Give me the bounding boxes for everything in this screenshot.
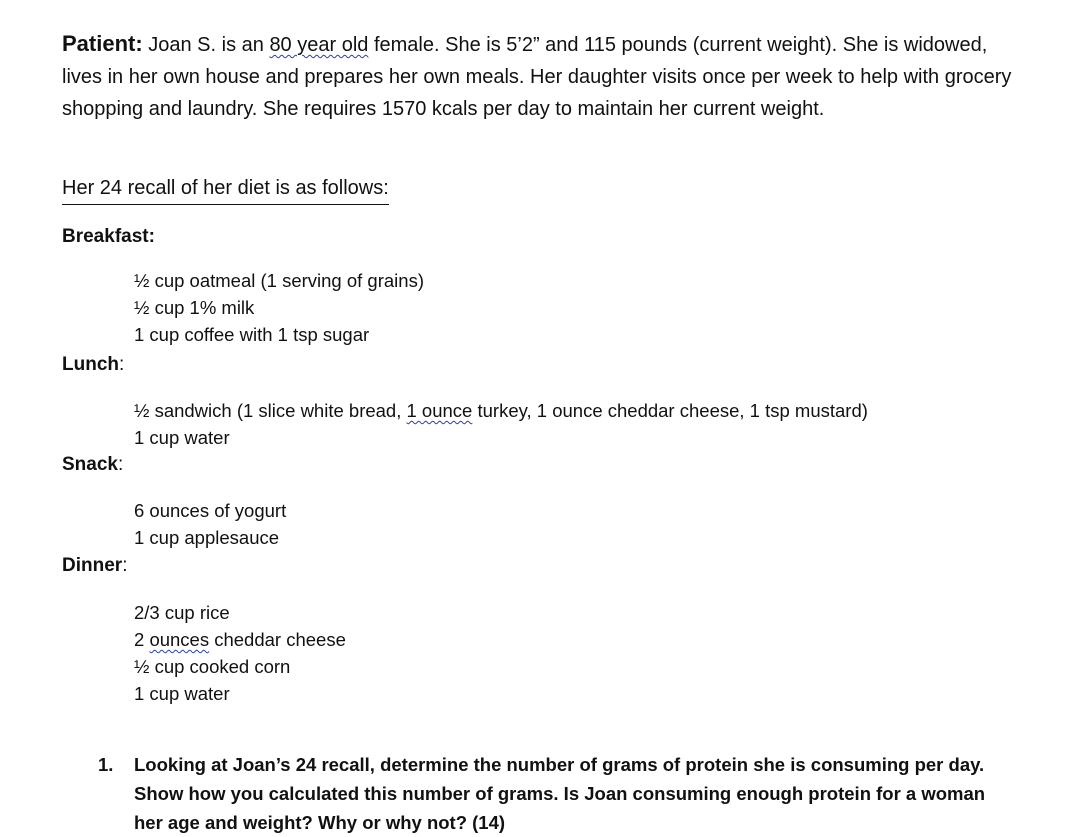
snack-label-colon: : — [117, 454, 124, 475]
lunch-item-squiggle: 1 ounce — [406, 400, 473, 421]
breakfast-items — [134, 267, 424, 348]
patient-label: Patient — [62, 31, 136, 56]
breakfast-item: ½ cup 1% milk — [134, 297, 255, 318]
snack-item: 6 ounces of yogurt — [134, 500, 287, 521]
patient-age-phrase: 80 year old — [269, 34, 369, 56]
lunch-label-wrap — [62, 352, 124, 378]
question-1 — [98, 750, 1008, 837]
patient-text-2: female. She is 5’2” and 115 pounds (current weight). She is widowed, lives in her own house and prepares her own meals. Her daughter visits once per week to help with grocery shopping and laundry. She requires 1570 kcals per day to maintain her current weight. — [62, 34, 1012, 120]
dinner-label-wrap — [62, 553, 127, 579]
dinner-label: Dinner — [62, 555, 123, 576]
dinner-label-colon: : — [122, 555, 128, 576]
patient-text-1: Joan S. is an — [142, 34, 270, 56]
snack-item: 1 cup applesauce — [134, 527, 280, 548]
lunch-item — [134, 397, 868, 424]
breakfast-item: ½ cup oatmeal (1 serving of grains) — [134, 270, 424, 291]
recall-heading: Her 24 recall of her diet is as follows: — [62, 174, 389, 205]
dinner-item: ½ cup cooked corn — [134, 656, 291, 677]
dinner-items — [134, 599, 346, 707]
lunch-label: Lunch — [62, 354, 119, 375]
snack-label: Snack — [62, 454, 118, 475]
lunch-item: 1 cup water — [134, 427, 230, 448]
lunch-label-colon: : — [119, 354, 125, 375]
breakfast-item: 1 cup coffee with 1 tsp sugar — [134, 324, 370, 345]
question-text: Looking at Joan’s 24 recall, determine the number of grams of protein she is consuming per day. Show how you calculated this number of grams. Is Joan consuming enough protein for a woman her age and weight? Why or why not? (14) — [134, 754, 986, 833]
lunch-item-text-b: turkey, 1 ounce cheddar cheese, 1 tsp mustard) — [472, 400, 868, 421]
dinner-item: 2/3 cup rice — [134, 602, 230, 623]
dinner-item — [134, 626, 346, 653]
snack-items — [134, 497, 286, 551]
dinner-item-squiggle: ounces — [149, 629, 210, 650]
question-number: 1. — [98, 754, 114, 775]
patient-label-colon: : — [135, 31, 143, 56]
dinner-item-num: 2 — [134, 629, 150, 650]
patient-paragraph — [62, 28, 1022, 125]
dinner-item-text-b: cheddar cheese — [209, 629, 346, 650]
lunch-items — [134, 397, 868, 451]
breakfast-label: Breakfast: — [62, 226, 155, 247]
snack-label-wrap — [62, 452, 123, 478]
dinner-item: 1 cup water — [134, 683, 230, 704]
lunch-item-text-a: ½ sandwich (1 slice white bread, — [134, 400, 407, 421]
